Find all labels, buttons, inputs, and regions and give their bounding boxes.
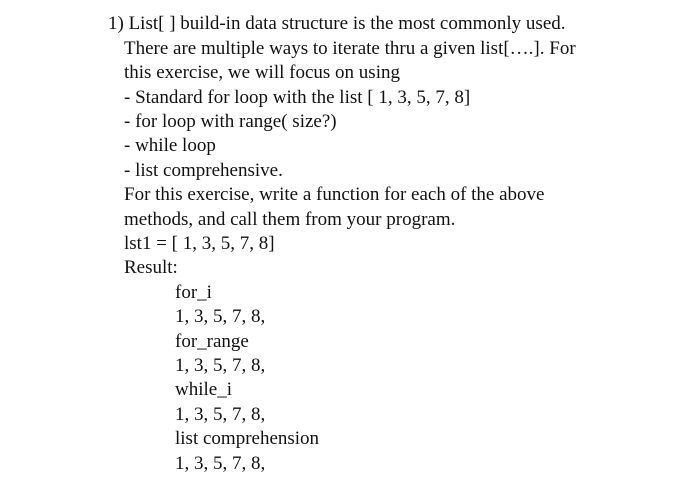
- method-item-while: - while loop: [124, 135, 216, 156]
- result-label-for-range: for_range: [175, 331, 249, 352]
- question-line-2: There are multiple ways to iterate thru a given list[….]. For: [124, 38, 576, 59]
- method-item-range-for: - for loop with range( size?): [124, 111, 337, 132]
- result-values-while-i: 1, 3, 5, 7, 8,: [175, 404, 266, 425]
- method-item-standard-for: - Standard for loop with the list [ 1, 3, 5, 7, 8]: [124, 87, 471, 108]
- method-item-comprehension: - list comprehensive.: [124, 160, 283, 181]
- result-label-for-i: for_i: [175, 282, 212, 303]
- list-definition: lst1 = [ 1, 3, 5, 7, 8]: [124, 233, 275, 254]
- question-line-1: 1) List[ ] build-in data structure is the most commonly used.: [108, 13, 566, 34]
- result-values-list-comprehension: 1, 3, 5, 7, 8,: [175, 453, 266, 474]
- instruction-line-2: methods, and call them from your program.: [124, 209, 456, 230]
- result-values-for-i: 1, 3, 5, 7, 8,: [175, 306, 266, 327]
- result-values-for-range: 1, 3, 5, 7, 8,: [175, 355, 266, 376]
- result-heading: Result:: [124, 257, 178, 278]
- question-line-3: this exercise, we will focus on using: [124, 62, 400, 83]
- result-label-while-i: while_i: [175, 379, 232, 400]
- result-label-list-comprehension: list comprehension: [175, 428, 320, 449]
- instruction-line-1: For this exercise, write a function for each of the above: [124, 184, 545, 205]
